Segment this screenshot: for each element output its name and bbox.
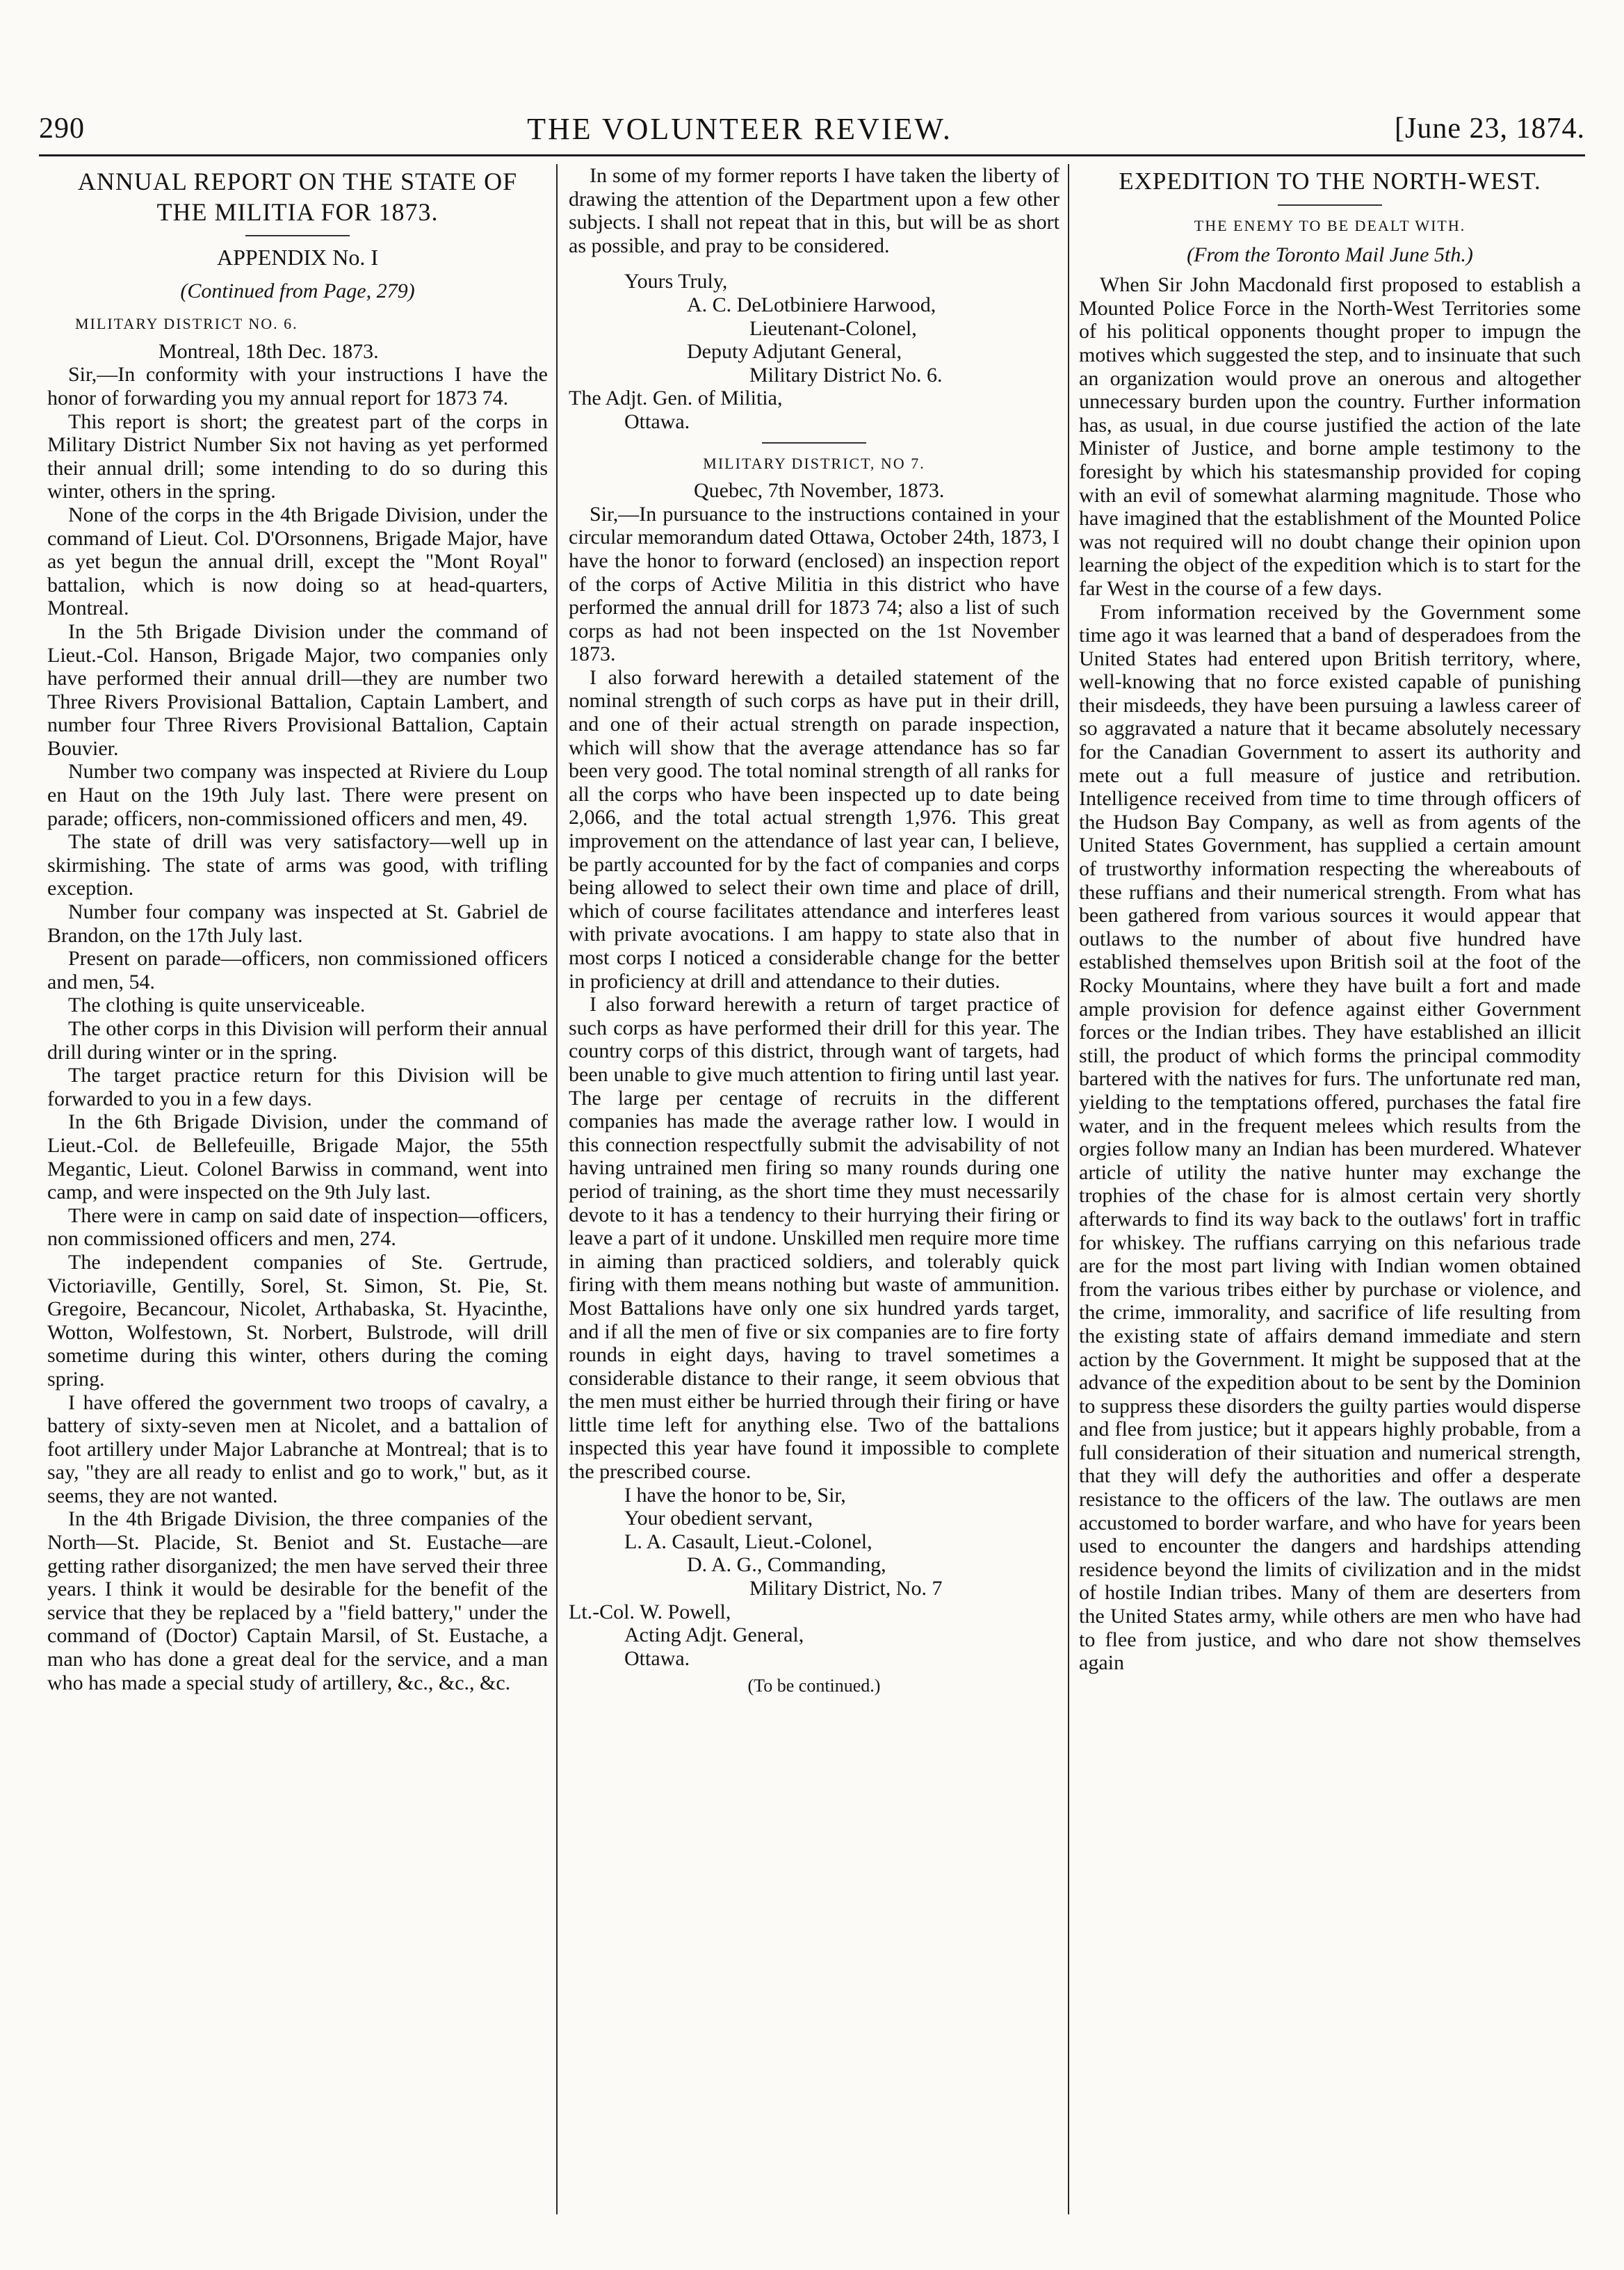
body-paragraph: In some of my former reports I have taken the liberty of drawing the attention of the Department upon a few other subjects. I shall not repeat that in this, but will be as short as possible, and pray to be considered. — [569, 164, 1059, 257]
signature-rank: D. A. G., Commanding, — [687, 1553, 886, 1577]
body-paragraph: I also forward herewith a detailed statement of the nominal strength of such corps as have put in their drill, and one of their actual strength on parade inspection, which will show that the average attendance has so far been very good. The total nominal strength of all ranks for all the corps who have been inspected up to date being 2,066, and the total actual strength 1,976. This great improvement on the attendance of last year can, I believe, be partly accounted for by the fact of companies and corps being allowed to select their own time and place of drill, which of course facilitates attendance and interferes least with private avocations. I am happy to state also that in most corps I noticed a considerable change for the better in proficiency at drill and attendance to their duties. — [569, 665, 1059, 993]
article-title-line-1: ANNUAL REPORT ON THE STATE OF — [77, 168, 518, 195]
body-paragraph: None of the corps in the 4th Brigade Division, under the command of Lieut. Col. D'Orsonnens, Brigade Major, have as yet begun the annual drill, except the "Mont Royal" battalion, which is now doing so at head-quarters, Montreal. — [47, 503, 548, 620]
body-paragraph: Present on parade—officers, non commissioned officers and men, 54. — [47, 947, 548, 994]
article-title: EXPEDITION TO THE NORTH-WEST. — [1119, 168, 1541, 195]
body-paragraph: The other corps in this Division will perform their annual drill during winter or in the spring. — [47, 1017, 548, 1064]
body-paragraph: This report is short; the greatest part of the corps in Military District Number Six not having as yet performed their annual drill; some intending to do so during this winter, others in the spring. — [47, 410, 548, 503]
article-source: (From the Toronto Mail June 5th.) — [1187, 243, 1473, 266]
body-paragraph: The state of drill was very satisfactory—well up in skirmishing. The state of arms was good, with trifling exception. — [47, 830, 548, 900]
column-divider-2 — [1068, 164, 1069, 2214]
signature-name: A. C. DeLotbiniere Harwood, — [687, 293, 936, 316]
title-rule — [245, 235, 350, 236]
signature-title: Deputy Adjutant General, — [687, 340, 902, 364]
appendix-heading: APPENDIX No. I — [217, 245, 378, 270]
signature-closing: Yours Truly, — [624, 270, 728, 293]
article-subhead: THE ENEMY TO BE DEALT WITH. — [1194, 217, 1466, 234]
body-paragraph: I have offered the government two troops of cavalry, a battery of sixty-seven men at Nicolet, and a battalion of foot artillery under Major Labranche at Montreal; that is to say, "they are all ready to enlist and go to work," but, as it seems, they are not wanted. — [47, 1391, 548, 1507]
body-paragraph: The independent companies of Ste. Gertrude, Victoriaville, Gentilly, Sorel, St. Simon, St. Pie, St. Gregoire, Becancour, Nicolet, Arthabaska, St. Hyacinthe, Wotton, Wolfestown, St. Norbert, Bulstrode, will drill sometime during this winter, others during the coming spring. — [47, 1250, 548, 1391]
addressee: Lt.-Col. W. Powell, — [569, 1600, 731, 1623]
signature-servant: Your obedient servant, — [624, 1507, 813, 1530]
column-3 — [1079, 164, 1581, 2214]
issue-date: [June 23, 1874. — [1395, 113, 1585, 145]
body-paragraph: There were in camp on said date of inspection—officers, non commissioned officers and men, 274. — [47, 1203, 548, 1251]
body-paragraph: Sir,—In pursuance to the instructions contained in your circular memorandum dated Ottawa, October 24th, 1873, I have the honor to forward (enclosed) an inspection report of the corps of Active Militia in this district who have performed the annual drill for 1873 74; also a list of such corps as had not been inspected on the 1st November 1873. — [569, 502, 1059, 666]
signature-rank: Lieutenant-Colonel, — [749, 316, 917, 340]
signature-closing: I have the honor to be, Sir, — [624, 1483, 846, 1507]
signature-district: Military District No. 6. — [749, 363, 943, 387]
header-rule — [39, 154, 1585, 156]
dateline: Montreal, 18th Dec. 1873. — [159, 339, 379, 363]
page-number: 290 — [39, 113, 85, 145]
body-paragraph: In the 4th Brigade Division, the three companies of the North—St. Placide, St. Beniot and St. Eustache—are getting rather disorganized; the men have served their three years. I think it would be desirable for the benefit of the service that they be replaced by a "field battery," under the command of (Doctor) Captain Marsil, of St. Eustache, a man who has done a great deal for the service, and a man who has made a special study of artillery, &c., &c., &c. — [47, 1507, 548, 1694]
dateline: Quebec, 7th November, 1873. — [694, 479, 945, 503]
body-paragraph: From information received by the Government some time ago it was learned that a band of desperadoes from the United States had entered upon British territory, where, well-knowing that no force existed capable of punishing their misdeeds, they have been pursuing a lawless career of so aggravated a nature that it became absolutely necessary for the Canadian Government to assert its authority and mete out a full measure of justice and retribution. Intelligence received from time to time through officers of the Hudson Bay Company, as well as from agents of the United States Government, has supplied a certain amount of trustworthy information respecting the whereabouts of these ruffians and their numerical strength. From what has been gathered from various sources it would appear that outlaws to the number of about five hundred have established themselves upon British soil at the foot of the Rocky Mountains, where they have built a fort and made ample provision for defence against either Government forces or the Indian tribes. They have established an illicit still, the product of which forms the principal commodity bartered with the natives for furs. The unfortunate red man, yielding to the temptations offered, purchases the fatal fire water, and in the frequent melees which results from the orgies follow many an Indian has been murdered. Whatever article of utility the native hunter may exchange the trophies of the chase for is almost certain very shortly afterwards to find its way back to the outlaws' fort in traffic for whiskey. The ruffians carrying on this nefarious trade are for the most part living with Indian women obtained from the various tribes either by purchase or violence, and the crime, immorality, and sacrifice of life resulting from the existing state of affairs demand immediate and stern action by the Government. It might be supposed that at the advance of the expedition about to be sent by the Dominion to suppress these disorders the guilty parties would disperse and flee from justice; but it appears highly probable, from a full consideration of their situation and numerical strength, that they will defy the authorities and offer a desperate resistance to the officers of the law. The outlaws are men accustomed to border warfare, and who have for years been used to encounter the dangers and hardships attending residence beyond the limits of civilization and in the midst of hostile Indian tribes. Many of them are deserters from the United States army, while others are men who have had to flee from justice, and who dare not show themselves again — [1079, 600, 1581, 1675]
body-paragraph: In the 6th Brigade Division, under the command of Lieut.-Col. de Bellefeuille, Brigade Major, the 55th Megantic, Lieut. Colonel Barwiss in command, went into camp, and were inspected on the 9th July last. — [47, 1110, 548, 1204]
continued-note: (Continued from Page, 279) — [180, 279, 415, 302]
body-paragraph: When Sir John Macdonald first proposed to establish a Mounted Police Force in the North-West Territories some of his political opponents thought proper to impugn the motives which suggested the step, and to insinuate that such an organization would prove an onerous and altogether unnecessary burden upon the country. Further information has, as usual, in due course justified the action of the late Minister of Justice, and borne ample testimony to the foresight by which his statesmanship provided for coping with an evil of somewhat alarming magnitude. Those who have imagined that the establishment of the Mounted Police was not required will no doubt change their opinion upon learning the object of the expedition which is to start for the far West in the course of a few days. — [1079, 273, 1581, 600]
district-heading: MILITARY DISTRICT NO. 6. — [75, 315, 298, 333]
addressee-city: Ottawa. — [624, 410, 690, 433]
masthead-title: THE VOLUNTEER REVIEW. — [527, 111, 952, 146]
continued-note: (To be continued.) — [747, 1676, 881, 1696]
signature-district: Military District, No. 7 — [749, 1577, 943, 1600]
body-paragraph: Sir,—In conformity with your instructions I have the honor of forwarding you my annual report for 1873 74. — [47, 363, 548, 410]
page-header — [39, 104, 1585, 153]
body-paragraph: Number two company was inspected at Riviere du Loup en Haut on the 19th July last. There were present on parade; officers, non-commissioned officers and men, 49. — [47, 760, 548, 830]
addressee-city: Ottawa. — [624, 1646, 690, 1670]
signature-name: L. A. Casault, Lieut.-Colonel, — [624, 1530, 872, 1553]
column-1 — [47, 164, 548, 2214]
addressee: The Adjt. Gen. of Militia, — [569, 387, 783, 410]
article-title-line-2: THE MILITIA FOR 1873. — [156, 198, 439, 226]
body-paragraph: Number four company was inspected at St. Gabriel de Brandon, on the 17th July last. — [47, 900, 548, 947]
title-rule — [1278, 204, 1382, 206]
column-2 — [569, 164, 1059, 2214]
addressee-title: Acting Adjt. General, — [624, 1623, 804, 1647]
body-paragraph: The target practice return for this Division will be forwarded to you in a few days. — [47, 1064, 548, 1110]
body-paragraph: The clothing is quite unserviceable. — [68, 994, 366, 1017]
section-rule — [762, 442, 866, 444]
column-divider-1 — [556, 164, 558, 2214]
body-paragraph: I also forward herewith a return of target practice of such corps as have performed their drill for this year. The country corps of this district, through want of targets, had been unable to give much attention to firing until last year. The large per centage of recruits in the different companies has made the average rather low. I would in this connection respectfully submit the advisability of not having untrained men firing so many rounds during one period of training, as the short time they must necessarily devote to it has a tendency to their hurrying their firing or leave a part of it undone. Unskilled men require more time in aiming than practiced soldiers, and tolerably quick firing with them means nothing but waste of ammunition. Most Battalions have only one six hundred yards target, and if all the men of five or six companies are to fire forty rounds in eight days, having to travel sometimes a considerable distance to their range, it seem obvious that the men must either be hurried through their firing or have little time left for anything else. Two of the battalions inspected this year have found it impossible to complete the prescribed course. — [569, 993, 1059, 1484]
body-paragraph: In the 5th Brigade Division under the command of Lieut.-Col. Hanson, Brigade Major, two companies only have performed their annual drill—they are number two Three Rivers Provisional Battalion, Captain Lambert, and number four Three Rivers Provisional Battalion, Captain Bouvier. — [47, 619, 548, 760]
district-heading: MILITARY DISTRICT, NO 7. — [703, 454, 925, 472]
